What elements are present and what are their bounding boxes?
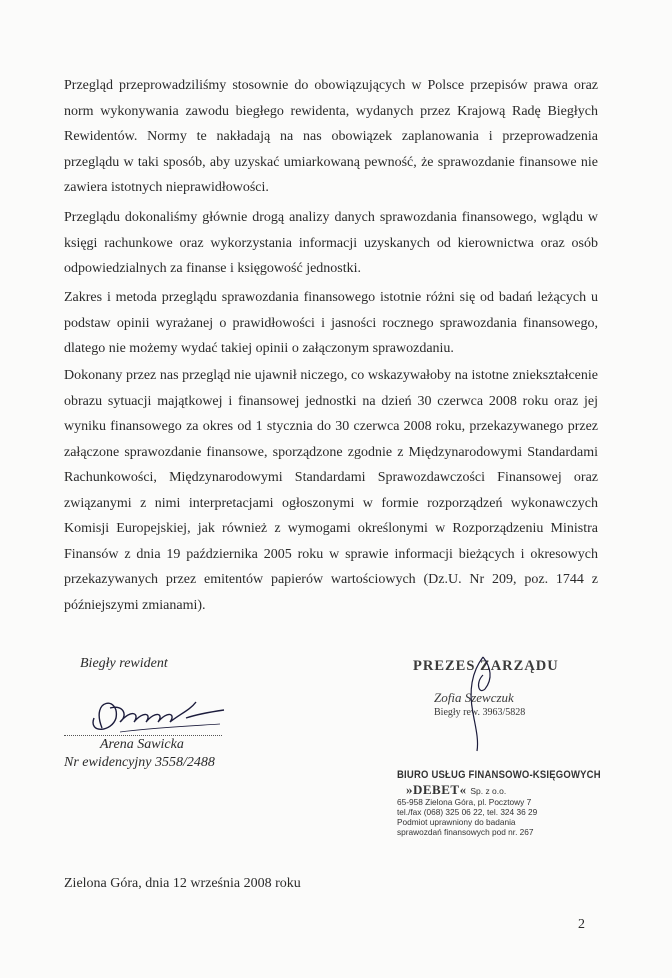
auditor-name: Arena Sawicka [100, 737, 184, 752]
paragraph-review-basis: Przegląd przeprowadziliśmy stosownie do obowiązujących w Polsce przepisów prawa oraz norm wykonywania zawodu biegłego rewidenta, wydanych przez Krajową Radę Biegłych Rewidentów. Normy te nakładają na nas obowiązek zaplanowania i przeprowadzenia przeglądu w taki sposób, aby uzyskać umiarkowaną pewność, że sprawozdanie finansowe nie zawiera istotnych nieprawidłowości. [64, 78, 598, 195]
auditor-role: Biegły rewident [80, 656, 168, 671]
firm-stamp-title: BIURO USŁUG FINANSOWO-KSIĘGOWYCH [397, 769, 601, 782]
paragraph-review-conclusion: Dokonany przez nas przegląd nie ujawnił niczego, co wskazywałoby na istotne zniekształcenie obrazu sytuacji majątkowej i finansowej jednostki na dzień 30 czerwca 2008 roku oraz jej wyniku finansowego za okres od 1 stycznia do 30 czerwca 2008 roku, przekazywanego przez załączone sprawozdanie finansowe, sporządzone zgodnie z Międzynarodowymi Standardami Rachunkowości, Międzynarodowymi Standardami Sprawozdawczości Finansowej oraz związanymi z nimi interpretacjami ogłoszonymi w formie rozporządzeń wykonawczych Komisji Europejskiej, jak również z wymogami określonymi w Rozporządzeniu Ministra Finansów z dnia 19 października 2005 roku w sprawie informacji bieżących i okresowych przekazywanych przez emitentów papierów wartościowych (Dz.U. Nr 209, poz. 1744 z późniejszymi zmianami). [64, 368, 598, 613]
firm-note-2: sprawozdań finansowych pod nr. 267 [397, 827, 534, 837]
firm-stamp-name [406, 782, 506, 798]
firm-suffix: Sp. z o.o. [470, 786, 507, 796]
firm-note-1: Podmiot uprawniony do badania [397, 817, 516, 827]
firm-address: 65-958 Zielona Góra, pl. Pocztowy 7 [397, 797, 532, 807]
stamp-title: PREZES ZARZĄDU [413, 658, 559, 674]
stamp-subtitle: Biegły rew. 3963/5828 [434, 707, 526, 718]
page-number: 2 [578, 917, 585, 932]
paragraph-review-method: Przeglądu dokonaliśmy głównie drogą analizy danych sprawozdania finansowego, wglądu w księgi rachunkowe oraz wykorzystania informacji uzyskanych od kierownictwa oraz osób odpowiedzialnych za finanse i księgowość jednostki. [64, 210, 598, 276]
place-date: Zielona Góra, dnia 12 września 2008 roku [64, 876, 301, 891]
firm-name: »DEBET« [406, 782, 467, 797]
signature-line [64, 735, 222, 736]
firm-phone: tel./fax (068) 325 06 22, tel. 324 36 29 [397, 807, 538, 817]
auditor-registration: Nr ewidencyjny 3558/2488 [64, 755, 215, 770]
stamp-name: Zofia Szewczuk [434, 690, 514, 705]
paragraph-review-scope: Zakres i metoda przeglądu sprawozdania finansowego istotnie różni się od badań leżących u podstaw opinii wyrażanej o prawidłowości i jasności rocznego sprawozdania finansowego, dlatego nie możemy wydać takiej opinii o załączonym sprawozdaniu. [64, 290, 598, 356]
president-signature-icon [463, 653, 503, 753]
